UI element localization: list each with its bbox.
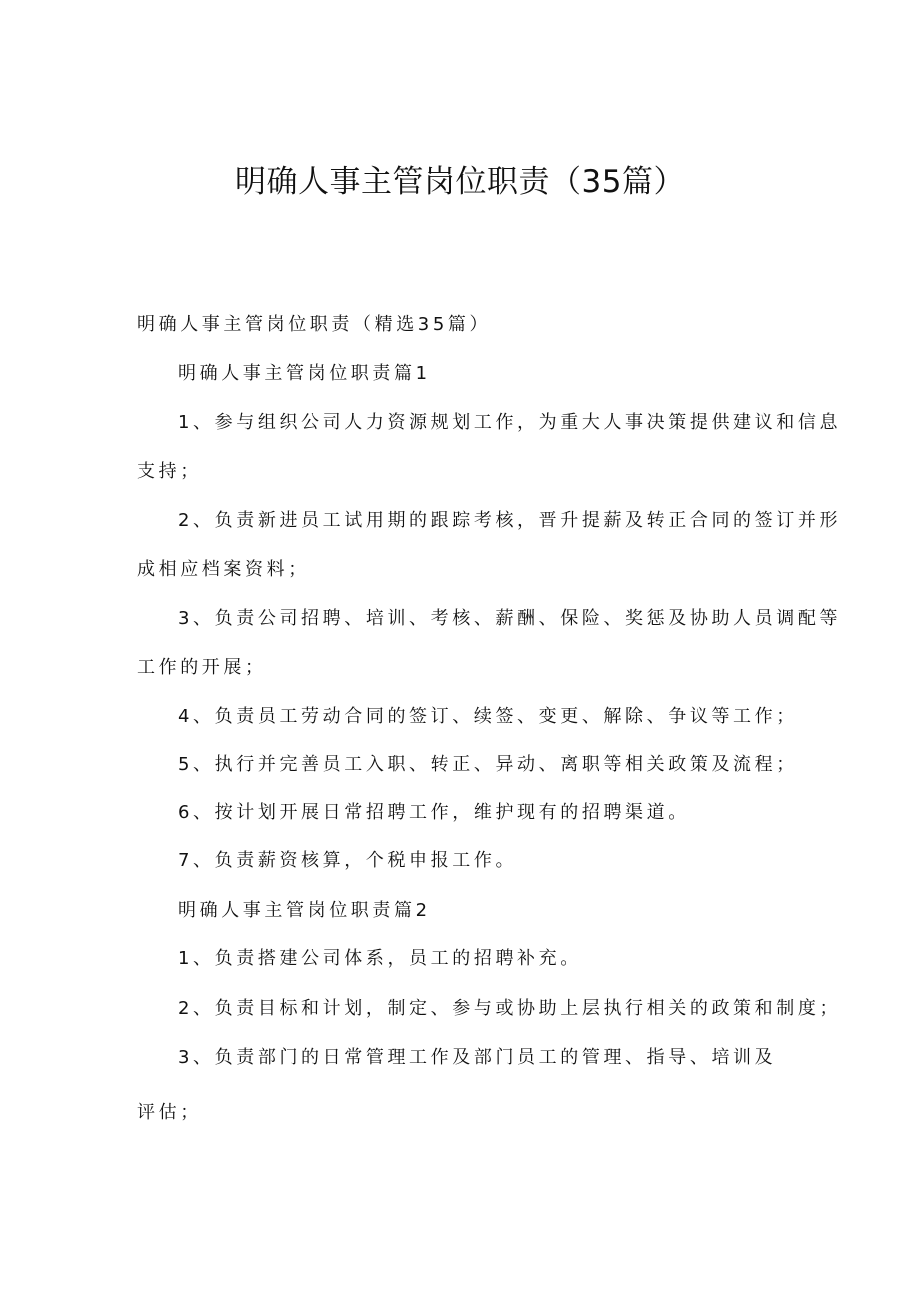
- paragraph-line: 6、按计划开展日常招聘工作，维护现有的招聘渠道。: [178, 802, 690, 823]
- section-heading: 明确人事主管岗位职责篇2: [178, 900, 431, 921]
- paragraph-continuation: 支持；: [137, 461, 202, 482]
- paragraph-line: 1、参与组织公司人力资源规划工作，为重大人事决策提供建议和信息: [178, 412, 842, 433]
- paragraph-line: 2、负责目标和计划，制定、参与或协助上层执行相关的政策和制度；: [178, 998, 842, 1019]
- paragraph-continuation: 成相应档案资料；: [137, 559, 310, 580]
- paragraph-line: 2、负责新进员工试用期的跟踪考核，晋升提薪及转正合同的签订并形: [178, 510, 842, 531]
- paragraph-line: 1、负责搭建公司体系，员工的招聘补充。: [178, 948, 582, 969]
- paragraph-line: 3、负责部门的日常管理工作及部门员工的管理、指导、培训及: [178, 1047, 777, 1068]
- paragraph-line: 5、执行并完善员工入职、转正、异动、离职等相关政策及流程；: [178, 754, 798, 775]
- paragraph-line: 4、负责员工劳动合同的签订、续签、变更、解除、争议等工作；: [178, 706, 798, 727]
- paragraph-continuation: 工作的开展；: [137, 657, 267, 678]
- paragraph-continuation: 评估；: [137, 1102, 202, 1123]
- document-title: 明确人事主管岗位职责（35篇）: [235, 164, 685, 200]
- section-heading: 明确人事主管岗位职责篇1: [178, 363, 431, 384]
- document-subtitle: 明确人事主管岗位职责（精选35篇）: [137, 314, 492, 335]
- paragraph-line: 3、负责公司招聘、培训、考核、薪酬、保险、奖惩及协助人员调配等: [178, 608, 842, 629]
- paragraph-line: 7、负责薪资核算，个税申报工作。: [178, 850, 518, 871]
